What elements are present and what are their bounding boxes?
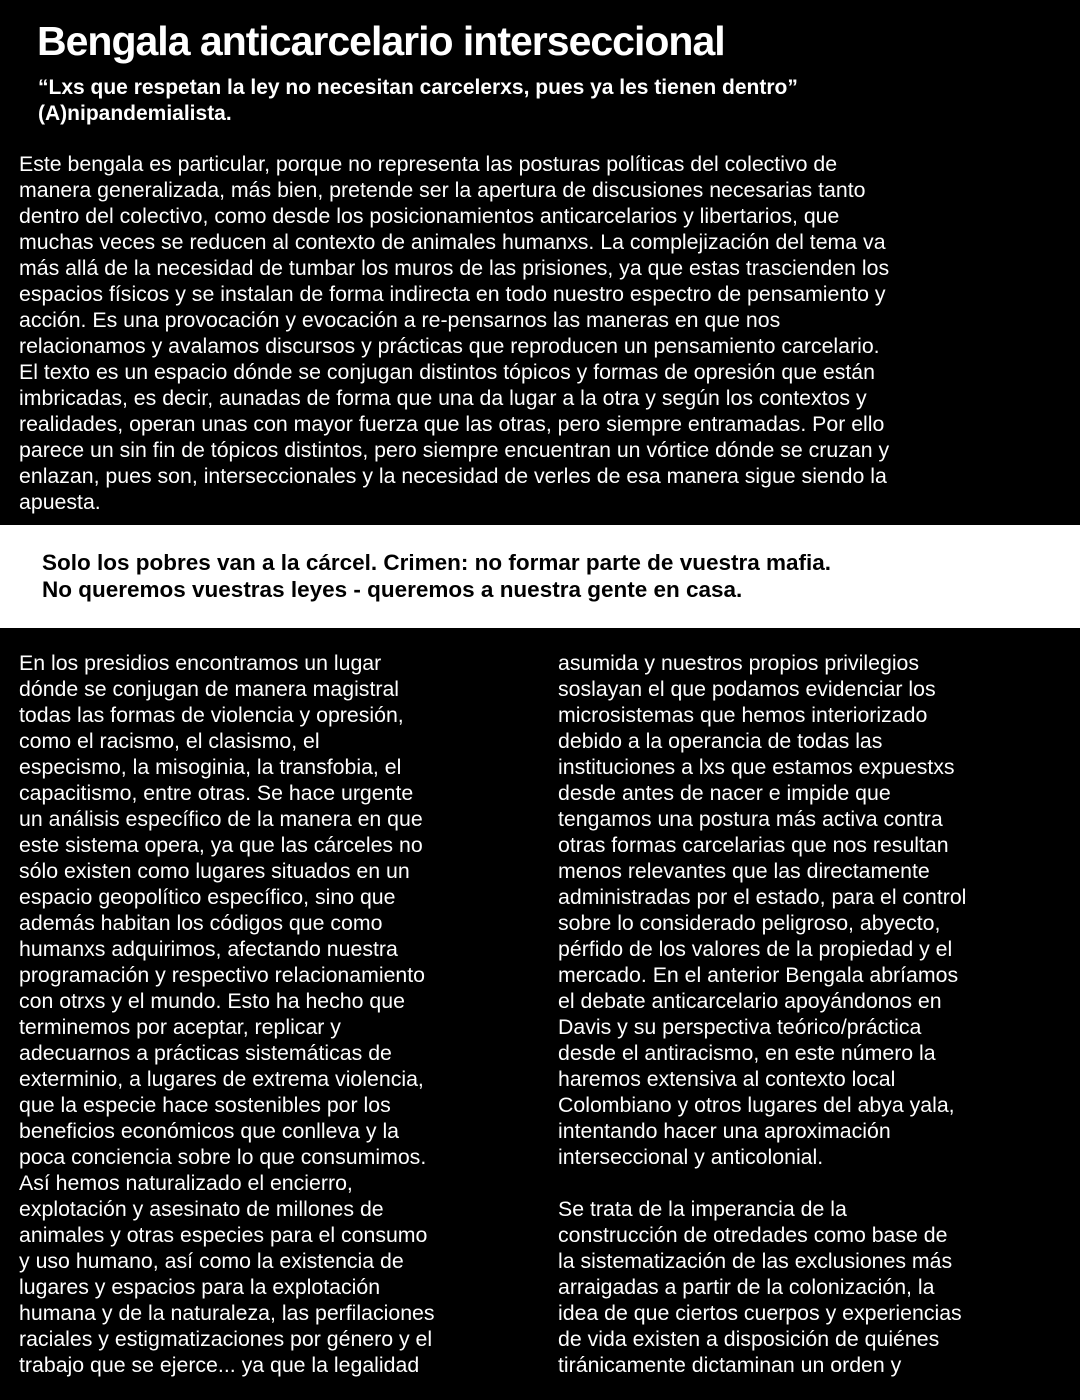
intro-line: realidades, operan unas con mayor fuerza que las otras, pero siempre entramadas. Por ello <box>19 412 885 436</box>
right-column-line: idea de que ciertos cuerpos y experiencias <box>558 1301 962 1325</box>
right-column-line: debido a la operancia de todas las <box>558 729 883 753</box>
right-column-line: administradas por el estado, para el control <box>558 885 967 909</box>
right-column-line: desde el antiracismo, en este número la <box>558 1041 936 1065</box>
left-column-line: con otrxs y el mundo. Esto ha hecho que <box>19 989 405 1013</box>
left-column-line: dónde se conjugan de manera magistral <box>19 677 400 701</box>
intro-line: imbricadas, es decir, aunadas de forma que una da lugar a la otra y según los contextos y <box>19 386 867 410</box>
intro-line: enlazan, pues son, interseccionales y la necesidad de verles de esa manera sigue siendo la <box>19 464 887 488</box>
left-column-line: adecuarnos a prácticas sistemáticas de <box>19 1041 392 1065</box>
left-column-line: exterminio, a lugares de extrema violencia, <box>19 1067 424 1091</box>
right-column-line: asumida y nuestros propios privilegios <box>558 651 920 675</box>
right-column-line: mercado. En el anterior Bengala abríamos <box>558 963 959 987</box>
intro-line: El texto es un espacio dónde se conjugan distintos tópicos y formas de opresión que están <box>19 360 875 384</box>
slogan-line-1: Solo los pobres van a la cárcel. Crimen: no formar parte de vuestra mafia. <box>42 550 832 575</box>
right-column-line: Davis y su perspectiva teórico/práctica <box>558 1015 922 1039</box>
left-column-line: humanxs adquirimos, afectando nuestra <box>19 937 398 961</box>
left-column-line: raciales y estigmatizaciones por género y el <box>19 1327 433 1351</box>
intro-line: espacios físicos y se instalan de forma indirecta en todo nuestro espectro de pensamiento y <box>19 282 886 306</box>
intro-line: parece un sin fin de tópicos distintos, pero siempre encuentran un vórtice dónde se cruzan y <box>19 438 890 462</box>
left-column-line: Así hemos naturalizado el encierro, <box>19 1171 353 1195</box>
right-column-line: el debate anticarcelario apoyándonos en <box>558 989 942 1013</box>
intro-line: apuesta. <box>19 490 101 514</box>
quote-text: “Lxs que respetan la ley no necesitan carcelerxs, pues ya les tienen dentro” <box>38 76 798 99</box>
left-column-line: especismo, la misoginia, la transfobia, el <box>19 755 402 779</box>
right-column-line: soslayan el que podamos evidenciar los <box>558 677 936 701</box>
right-column-line: interseccional y anticolonial. <box>558 1145 824 1169</box>
slogan-banner <box>0 525 1080 628</box>
left-column-line: explotación y asesinato de millones de <box>19 1197 384 1221</box>
intro-line: muchas veces se reducen al contexto de animales humanxs. La complejización del tema va <box>19 230 886 254</box>
right-column-line: otras formas carcelarias que nos resultan <box>558 833 949 857</box>
left-column-line: capacitismo, entre otras. Se hace urgente <box>19 781 414 805</box>
intro-line: más allá de la necesidad de tumbar los muros de las prisiones, ya que estas trascienden los <box>19 256 890 280</box>
right-column-line: tengamos una postura más activa contra <box>558 807 943 831</box>
left-column-line: En los presidios encontramos un lugar <box>19 651 382 675</box>
left-column-line: como el racismo, el clasismo, el <box>19 729 320 753</box>
right-column-line: arraigadas a partir de la colonización, la <box>558 1275 935 1299</box>
left-column-line: trabajo que se ejerce... ya que la legalidad <box>19 1353 420 1377</box>
intro-line: manera generalizada, más bien, pretende ser la apertura de discusiones necesarias tanto <box>19 178 866 202</box>
right-column-line: instituciones a lxs que estamos expuestxs <box>558 755 955 779</box>
quote-author: (A)nipandemialista. <box>38 102 232 125</box>
left-column-line: beneficios económicos que conlleva y la <box>19 1119 400 1143</box>
left-column-line: poca conciencia sobre lo que consumimos. <box>19 1145 427 1169</box>
left-column-line: terminemos por aceptar, replicar y <box>19 1015 341 1039</box>
right-column-line: tiránicamente dictaminan un orden y <box>558 1353 902 1377</box>
intro-paragraph <box>19 151 1069 515</box>
left-column-line: espacio geopolítico específico, sino que <box>19 885 396 909</box>
right-column-line: desde antes de nacer e impide que <box>558 781 891 805</box>
right-column-line: pérfido de los valores de la propiedad y el <box>558 937 953 961</box>
right-column-line: menos relevantes que las directamente <box>558 859 930 883</box>
left-column-line: humana y de la naturaleza, las perfilaciones <box>19 1301 435 1325</box>
right-column-line: microsistemas que hemos interiorizado <box>558 703 928 727</box>
right-column-line: haremos extensiva al contexto local <box>558 1067 896 1091</box>
left-column-line: todas las formas de violencia y opresión, <box>19 703 404 727</box>
slogan-line-2: No queremos vuestras leyes - queremos a nuestra gente en casa. <box>42 577 743 602</box>
header-section <box>0 0 1080 525</box>
left-column-line: y uso humano, así como la existencia de <box>19 1249 404 1273</box>
right-column-line: construcción de otredades como base de <box>558 1223 948 1247</box>
right-column-line: la sistematización de las exclusiones más <box>558 1249 953 1273</box>
left-column-line: lugares y espacios para la explotación <box>19 1275 381 1299</box>
right-column-line: sobre lo considerado peligroso, abyecto, <box>558 911 941 935</box>
right-column-line <box>558 1170 1073 1196</box>
left-column-line: sólo existen como lugares situados en un <box>19 859 410 883</box>
left-column-line: un análisis específico de la manera en que <box>19 807 423 831</box>
left-column-line: que la especie hace sostenibles por los <box>19 1093 391 1117</box>
right-column-line: Colombiano y otros lugares del abya yala, <box>558 1093 955 1117</box>
document-title: Bengala anticarcelario interseccional <box>37 18 725 64</box>
left-column-line: además habitan los códigos que como <box>19 911 383 935</box>
intro-line: Este bengala es particular, porque no representa las posturas políticas del colectivo de <box>19 152 838 176</box>
right-column-line: de vida existen a disposición de quiénes <box>558 1327 940 1351</box>
intro-line: acción. Es una provocación y evocación a re-pensarnos las maneras en que nos <box>19 308 781 332</box>
right-column-line: Se trata de la imperancia de la <box>558 1197 847 1221</box>
left-column-line: programación y respectivo relacionamiento <box>19 963 426 987</box>
left-column <box>19 650 539 1378</box>
right-column-line: intentando hacer una aproximación <box>558 1119 891 1143</box>
intro-line: dentro del colectivo, como desde los posicionamientos anticarcelarios y libertarios, que <box>19 204 840 228</box>
intro-line: relacionamos y avalamos discursos y prácticas que reproducen un pensamiento carcelario. <box>19 334 880 358</box>
epigraph-quote <box>38 75 798 127</box>
left-column-line: este sistema opera, ya que las cárceles no <box>19 833 423 857</box>
left-column-line: animales y otras especies para el consumo <box>19 1223 428 1247</box>
right-column <box>558 650 1073 1378</box>
slogan-text <box>42 549 831 603</box>
